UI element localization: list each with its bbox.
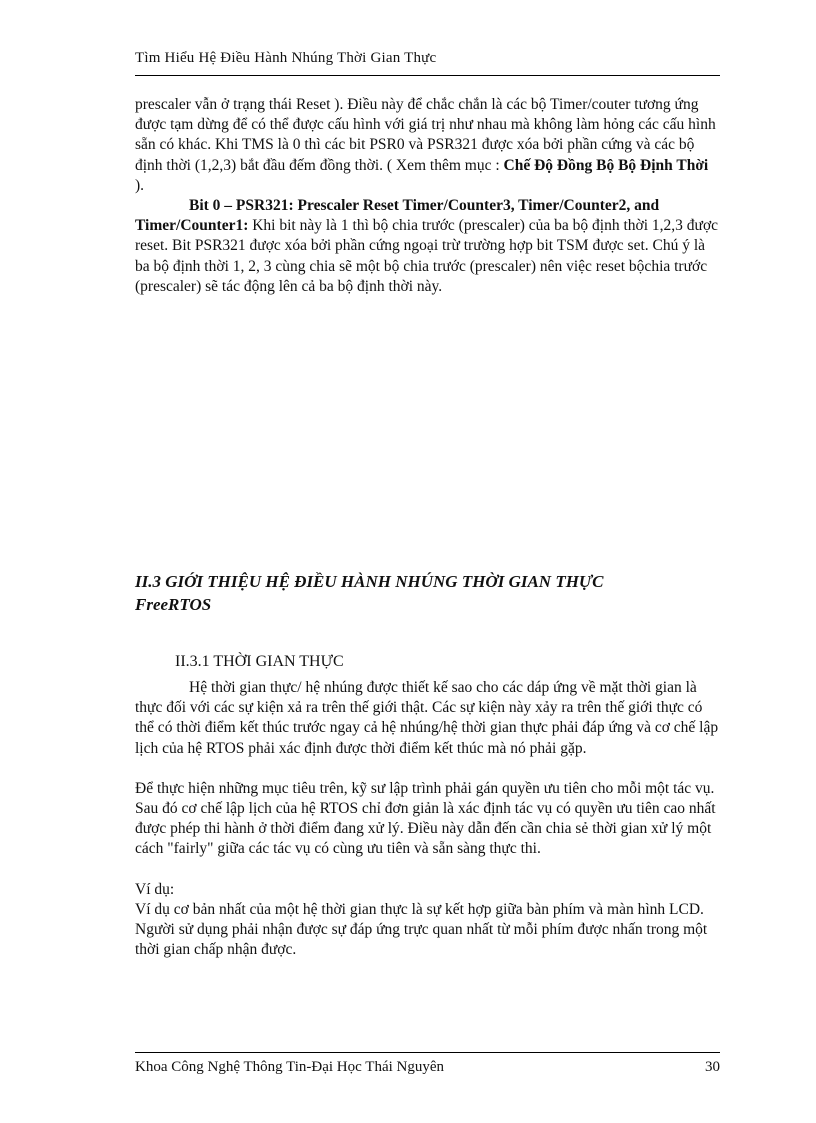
priority-paragraph: Để thực hiện những mục tiêu trên, kỹ sư lập trình phải gán quyền ưu tiên cho mỗi một tác vụ. Sau đó cơ chế lập lịch của hệ RTOS chỉ đơn giản là xác định tác vụ có quyền ưu tiên cao nhất được phép thi hành ở thời điểm đang xử lý. Điều này dẫn đến cần chia sẻ thời gian xử lý một cách "fairly" giữa các tác vụ có cùng ưu tiên và sẵn sàng thực thi. <box>135 779 716 858</box>
subsection-title: II.3.1 THỜI GIAN THỰC <box>175 653 344 670</box>
prescaler-text: prescaler vẫn ở trạng thái Reset ). Điều này để chắc chắn là các bộ Timer/couter tương ứng được tạm dừng để có thể được cấu hình với giá trị như nhau mà không làm hỏng các cấu hình sẵn có khác. Khi TMS là 0 thì các bit PSR0 và PSR321 được xóa bởi phần cứng và các bộ định thời (1,2,3) bắt đầu đếm đồng thời. ( Xem thêm mục : <box>135 96 716 174</box>
realtime-block <box>135 678 720 960</box>
page-header: Tìm Hiểu Hệ Điều Hành Nhúng Thời Gian Thực <box>135 50 437 66</box>
example-label: Ví dụ: <box>135 880 175 898</box>
psr321-heading: Bit 0 – PSR321: Prescaler Reset Timer/Counter3, Timer/Counter2, and Timer/Counter1: <box>135 197 660 235</box>
continuation-block <box>135 95 720 297</box>
section-title-line2: FreeRTOS <box>135 595 212 614</box>
realtime-intro-paragraph: Hệ thời gian thực/ hệ nhúng được thiết kế sao cho các dáp ứng về mặt thời gian là thực đối với các sự kiện xả ra trên thế giới thật. Các sự kiện này xảy ra trên thế giới thực có thể có thời điểm kết thúc trước ngay cả hệ nhúng/hệ thời gian thực phải đáp ứng và cơ chế lập lịch của hệ RTOS phải xác định được thời điểm kết thúc mà nó phải gặp. <box>135 679 719 757</box>
prescaler-paragraph <box>135 95 720 196</box>
example-paragraph: Ví dụ cơ bản nhất của một hệ thời gian thực là sự kết hợp giữa bàn phím và màn hình LCD. Người sử dụng phải nhận được sự đáp ứng trực quan nhất từ mỗi phím được nhấn trong một thời gian chấp nhận được. <box>135 900 708 959</box>
psr321-paragraph <box>135 196 720 297</box>
footer-divider <box>135 1052 720 1053</box>
sync-mode-reference: Chế Độ Đồng Bộ Bộ Định Thời <box>503 156 709 174</box>
psr321-text: Khi bit này là 1 thì bộ chia trước (prescaler) của ba bộ định thời 1,2,3 được reset. Bit PSR321 được xóa bởi phần cứng ngoại trừ trường hợp bit TSM được set. Chú ý là ba bộ định thời 1, 2, 3 cùng chia sẽ một bộ chia trước (prescaler) nên việc reset bộchia trước (prescaler) sẽ tác động lên cả ba bộ định thời này. <box>135 217 719 295</box>
page-number: 30 <box>705 1059 720 1075</box>
section-title-line1: II.3 GIỚI THIỆU HỆ ĐIỀU HÀNH NHÚNG THỜI GIAN THỰC <box>135 572 604 591</box>
prescaler-text-end: ). <box>135 176 145 194</box>
section-title <box>135 570 720 616</box>
footer-institution: Khoa Công Nghệ Thông Tin-Đại Học Thái Nguyên <box>135 1059 445 1075</box>
header-divider <box>135 75 720 76</box>
